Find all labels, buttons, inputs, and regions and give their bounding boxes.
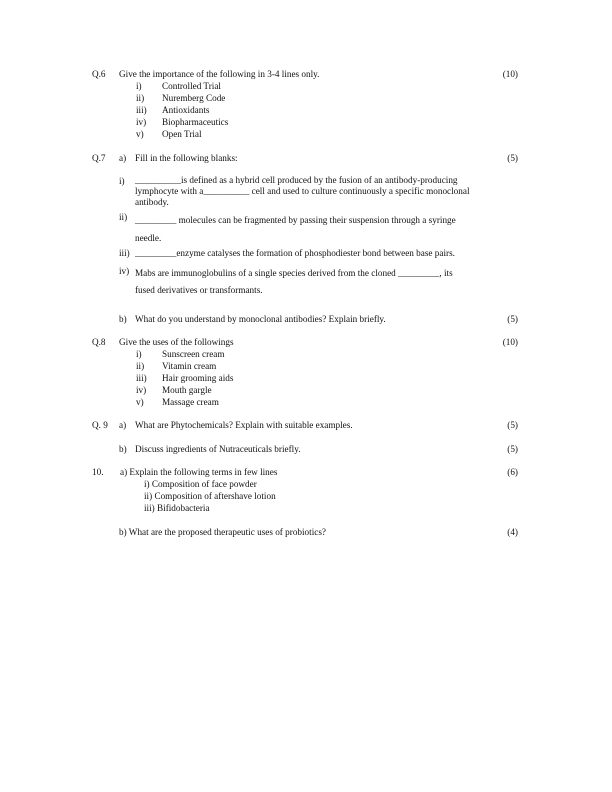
blank-number: iv) — [119, 266, 130, 276]
q8-question: Give the uses of the followings — [119, 337, 234, 347]
q10a-marks: (6) — [507, 467, 518, 477]
blank-item: _________enzyme catalyses the formation of phosphodiester bond between base pairs. — [135, 248, 455, 258]
q7b-marks: (5) — [507, 314, 518, 324]
blank-item: _________ molecules can be fragmented by passing their suspension through a syringe needle. — [135, 215, 456, 243]
q8-marks: (10) — [502, 337, 518, 347]
q7a-marks: (5) — [507, 153, 518, 163]
q10-number: 10. — [92, 467, 104, 477]
blank-item: __________is defined as a hybrid cell produced by the fusion of an antibody-producing lymphocyte with a__________ cell and used to culture continuously a specific monoclonal antibody. — [135, 175, 470, 207]
q7a-label: a) — [119, 153, 127, 163]
q9-number: Q. 9 — [92, 420, 108, 430]
q9b-marks: (5) — [507, 444, 518, 454]
blank-number: i) — [119, 176, 125, 186]
q6-marks: (10) — [502, 69, 518, 79]
list-item: ii) Composition of aftershave lotion — [144, 491, 276, 501]
q9a-question: What are Phytochemicals? Explain with suitable examples. — [135, 420, 353, 430]
q10b-marks: (4) — [507, 527, 518, 537]
list-item: i) Composition of face powder — [144, 479, 257, 489]
q6-question: Give the importance of the following in 3-4 lines only. — [119, 69, 320, 79]
q9a-label: a) — [119, 420, 127, 430]
blank-number: iii) — [119, 248, 130, 258]
q7b-label: b) — [119, 314, 127, 324]
q9b-question: Discuss ingredients of Nutraceuticals briefly. — [135, 444, 301, 454]
q7a-question: Fill in the following blanks: — [135, 153, 238, 163]
q10b-question: b) What are the proposed therapeutic uses of probiotics? — [119, 527, 326, 537]
blank-number: ii) — [119, 212, 128, 222]
q10-list — [144, 478, 276, 514]
q10a-question: a) Explain the following terms in few lines — [120, 467, 278, 477]
q6-number: Q.6 — [92, 69, 106, 79]
q8-number: Q.8 — [92, 337, 106, 347]
q7-number: Q.7 — [92, 153, 106, 163]
exam-page: Q.6 Give the importance of the following in 3-4 lines only. (10) i) Controlled Trial ii) Nuremberg Code iii) Antioxidants iv) Biopharmaceutics v) Open Trial Q.7 a) Fill in the following blanks: (5) i) __________is defined as a hybrid cell produced by the fusion of an antibody-producing lymphocyte with a__________ cell and used to culture continuously a specific monoclonal antibody. ii) _________ molecules can be fragmented by passing their suspension through a syringe needle. iii) _________enzyme catalyses the formation of phosphodiester bond between base pairs. iv) Mabs are immunoglobulins of a single species derived from the cloned _________, its fused derivatives or transformants. b) What do you understand by monoclonal antibodies? Explain briefly. (5) Q.8 Give the uses of the followings (10) i) Sunscreen cream ii) Vitamin cream iii) Hair grooming aids iv) Mouth gargle v) Massage cream Q. 9 a) What are Phytochemicals? Explain with suitable examples. (5) b) Discuss ingredients of Nutraceuticals briefly. (5) 10. a) Explain the following terms in few lines (6) i) Composition of face powder ii) Composition of aftershave lotion iii) Bifidobacteria b) What are the proposed therapeutic uses of probiotics? (4) — [92, 69, 518, 537]
q7b-question: What do you understand by monoclonal antibodies? Explain briefly. — [135, 314, 386, 324]
blank-item: Mabs are immunoglobulins of a single species derived from the cloned _________, its fused derivatives or transformants. — [135, 268, 453, 295]
q9b-label: b) — [119, 444, 127, 454]
q9a-marks: (5) — [507, 420, 518, 430]
list-item: iii) Bifidobacteria — [144, 503, 210, 513]
